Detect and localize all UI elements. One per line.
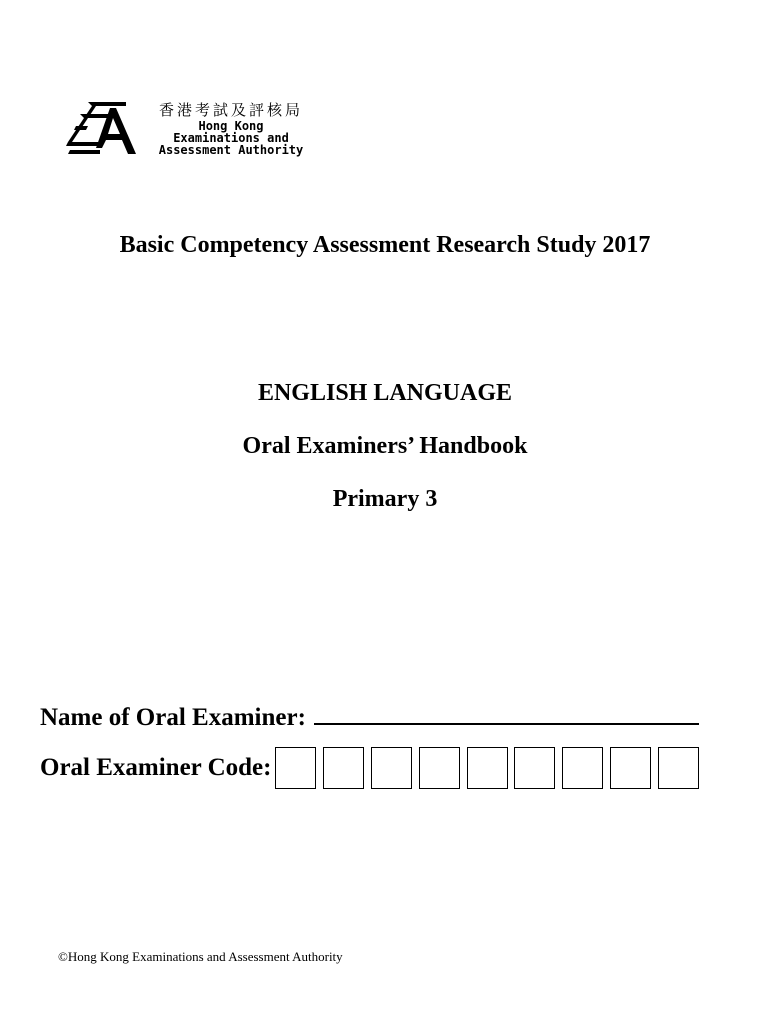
logo-english-line-1: Hong Kong [198, 119, 264, 133]
examiner-code-label: Oral Examiner Code: [40, 754, 272, 781]
hkeaa-logo [66, 100, 311, 162]
examiner-code-box[interactable] [562, 747, 603, 789]
copyright-footer: ©Hong Kong Examinations and Assessment Authority [58, 949, 343, 964]
examiner-code-box[interactable] [371, 747, 412, 789]
examiner-name-row [40, 703, 699, 732]
level-title: Primary 3 [332, 486, 438, 512]
logo-english-line-2: Examinations and [173, 131, 289, 145]
examiner-code-box[interactable] [323, 747, 364, 789]
examiner-code-boxes [275, 747, 705, 789]
study-title: Basic Competency Assessment Research Study 2017 [119, 232, 651, 258]
examiner-name-label: Name of Oral Examiner: [40, 704, 306, 731]
examiner-code-row [40, 745, 706, 791]
examiner-code-box[interactable] [658, 747, 699, 789]
examiner-code-box[interactable] [467, 747, 508, 789]
examiner-code-box[interactable] [610, 747, 651, 789]
hkeaa-logo-mark-icon [66, 100, 138, 158]
logo-chinese-name: 香港考試及評核局 [158, 101, 303, 119]
examiner-code-box[interactable] [514, 747, 555, 789]
handbook-title: Oral Examiners’ Handbook [242, 433, 528, 459]
subject-title: ENGLISH LANGUAGE [257, 380, 513, 406]
examiner-code-box[interactable] [419, 747, 460, 789]
logo-english-line-3: Assessment Authority [158, 143, 304, 157]
examiner-name-field[interactable] [314, 703, 699, 725]
hkeaa-logo-text [146, 100, 316, 156]
examiner-code-box[interactable] [275, 747, 316, 789]
